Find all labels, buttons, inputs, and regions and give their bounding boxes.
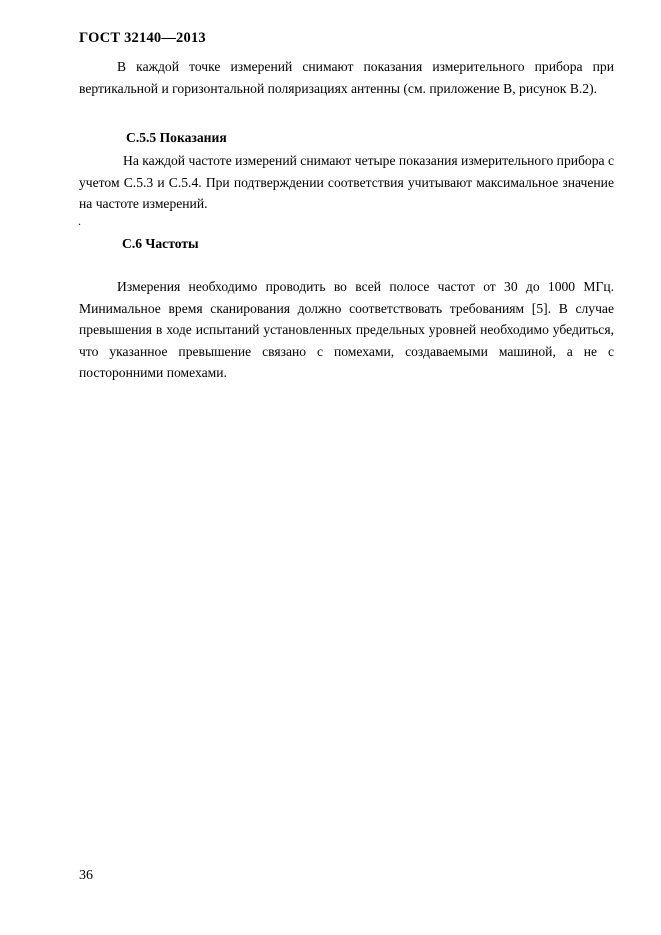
section-c55-paragraph: На каждой частоте измерений снимают четыре показания измерительного прибора с учетом С.5.3 и С.5.4. При подтверждении соответствия учитывают максимальное значение на частоте измерений. — [79, 153, 614, 211]
document-header: ГОСТ 32140—2013 — [79, 30, 206, 46]
intro-paragraph: В каждой точке измерений снимают показания измерительного прибора при вертикальной и горизонтальной поляризациях антенны (см. приложение В, рисунок В.2). — [79, 59, 614, 96]
page-number: 36 — [79, 868, 93, 883]
stray-mark: . — [78, 214, 81, 228]
section-c55-heading: С.5.5 Показания — [126, 130, 227, 145]
section-c6-paragraph: Измерения необходимо проводить во всей полосе частот от 30 до 1000 МГц. Минимальное время сканирования должно соответствовать требованиям [5]. В случае превышения в ходе испытаний установленных предельных уровней необходимо убедиться, что указанное превышение связано с помехами, создаваемыми машиной, а не с посторонними помехами. — [79, 279, 614, 380]
section-c6-heading: С.6 Частоты — [122, 236, 199, 251]
